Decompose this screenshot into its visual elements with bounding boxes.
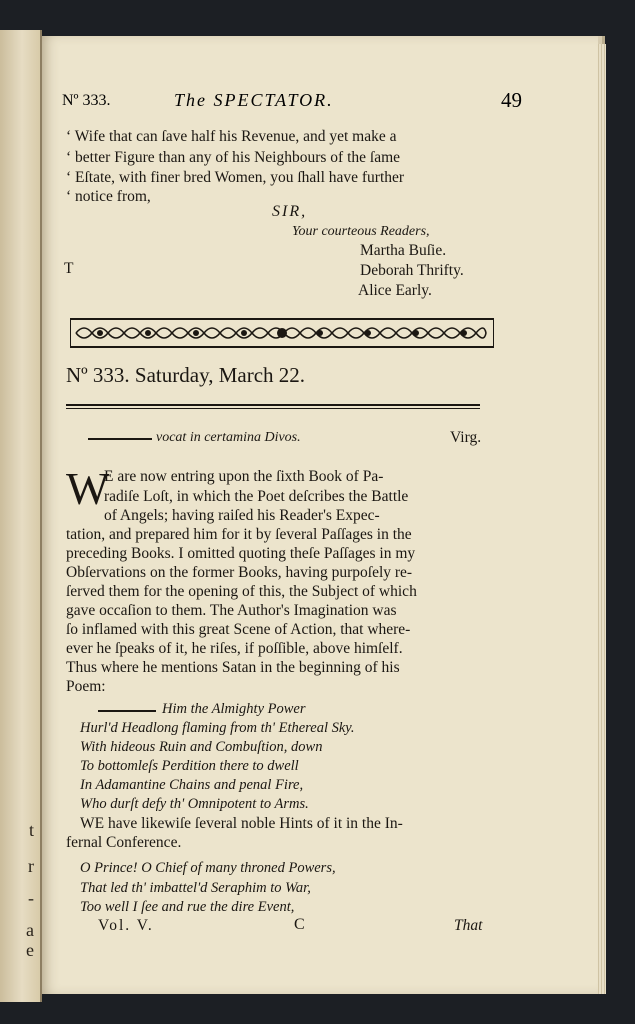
facing-page-fragment: - [28,888,34,908]
motto-source: Virg. [450,429,482,446]
text-line: ever he ſpeaks of it, he riſes, if poſſible, above himſelf. [66,640,403,657]
text-line: ‘ Wife that can ſave half his Revenue, and yet make a [66,128,397,145]
text-line: ‘ better Figure than any of his Neighbours of the ſame [66,149,401,166]
signatory-name: Deborah Thrifty. [360,262,464,279]
catchword: That [454,917,483,934]
text-line: radiſe Loſt, in which the Poet deſcribes the Battle [104,488,409,505]
text-line: fernal Conference. [66,834,182,851]
running-head [62,88,522,116]
verse-dash [98,710,156,712]
volume-number: Vol. V. [98,917,154,934]
running-head-title: The SPECTATOR. [174,90,334,110]
text-line: ‘ notice from, [66,188,151,205]
verse-line: Who durſt defy th' Omnipotent to Arms. [80,796,309,812]
verse-line: In Adamantine Chains and penal Fire, [80,777,304,793]
verse-line: Too well I ſee and rue the dire Event, [80,899,295,915]
facing-page-fragment: e [26,940,34,960]
signature-mark: C [294,916,305,933]
verse-line: O Prince! O Chief of many throned Powers, [80,860,336,876]
facing-page-fragment: t [28,820,34,840]
text-line: ‘ Eſtate, with finer bred Women, you ſhall have further [66,169,405,186]
verse-line: With hideous Ruin and Combuſtion, down [80,739,323,755]
text-line: gave occaſion to them. The Author's Imagination was [66,602,397,619]
text-line: Thus where he mentions Satan in the beginning of his [66,659,400,676]
valediction: Your courteous Readers, [292,224,430,239]
author-mark: T [64,260,74,277]
text-line: preceding Books. I omitted quoting theſe Paſſages in my [66,545,416,562]
issue-heading: Nº 333. Saturday, March 22. [66,363,306,387]
drop-capital: W [66,463,110,514]
facing-page-fragment: a [26,920,34,940]
decorative-ornament-band [70,318,494,348]
verse-line: Hurl'd Headlong flaming from th' Ethereal Sky. [80,720,355,736]
motto-text: vocat in certamina Divos. [156,430,301,445]
heading-rule [66,408,480,409]
text-line: WE have likewiſe ſeveral noble Hints of it in the In- [80,815,403,832]
signatory-name: Alice Early. [358,282,432,299]
heading-rule [66,404,480,406]
verse-line: To bottomleſs Perdition there to dwell [80,758,299,774]
text-line: E are now entring upon the ſixth Book of Pa- [104,468,384,485]
page-edge-stack [598,44,606,994]
signatory-name: Martha Buſie. [360,242,447,259]
verse-line: That led th' imbattel'd Seraphim to War, [80,880,311,896]
verse-line: Him the Almighty Power [162,701,306,717]
motto-dash [88,438,152,440]
text-line: tation, and prepared him for it by ſeveral Paſſages in the [66,526,412,543]
text-line: ſo inflamed with this great Scene of Action, that where- [66,621,411,638]
facing-page-edge [0,30,42,1002]
text-line: ſerved them for the opening of this, the Subject of which [66,583,417,600]
text-line: Poem: [66,678,106,695]
salutation: SIR, [272,203,308,220]
facing-page-fragment: r [28,856,34,876]
page-number: 49 [501,88,522,112]
text-line: Obſervations on the former Books, having purpoſely re- [66,564,413,581]
running-head-number: Nº 333. [62,92,111,109]
text-line: of Angels; having raiſed his Reader's Expec- [104,507,380,524]
